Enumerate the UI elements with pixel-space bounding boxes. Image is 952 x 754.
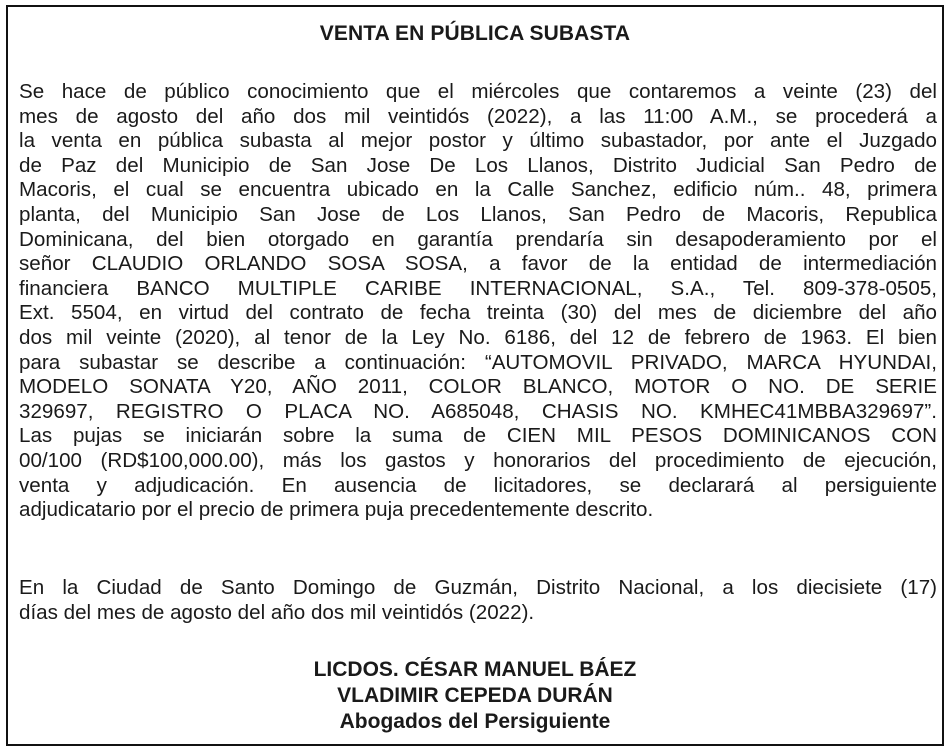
text-line: planta, del Municipio San Jose de Los Llanos, San Pedro de Macoris, Republica <box>19 202 937 226</box>
text-line: venta y adjudicación. En ausencia de licitadores, se declarará al persiguiente <box>19 473 937 497</box>
text-line: 329697, REGISTRO O PLACA NO. A685048, CHASIS NO. KMHEC41MBBA329697”. <box>19 399 937 423</box>
signature-line-lawyer-1: LICDOS. CÉSAR MANUEL BÁEZ <box>313 658 637 681</box>
text-line: Ext. 5504, en virtud del contrato de fecha treinta (30) del mes de diciembre del año <box>19 301 937 325</box>
text-line: días del mes de agosto del año dos mil veintidós (2022). <box>19 600 535 624</box>
legal-notice-box <box>6 5 944 746</box>
text-line: financiera BANCO MULTIPLE CARIBE INTERNACIONAL, S.A., Tel. 809-378-0505, <box>19 276 937 300</box>
text-line: Macoris, el cual se encuentra ubicado en la Calle Sanchez, edificio núm.. 48, primera <box>19 178 937 202</box>
text-line: Se hace de público conocimiento que el miércoles que contaremos a veinte (23) del <box>19 80 937 103</box>
text-line: 00/100 (RD$100,000.00), más los gastos y honorarios del procedimiento de ejecución, <box>19 448 937 472</box>
text-line: de Paz del Municipio de San Jose De Los Llanos, Distrito Judicial San Pedro de <box>19 153 937 177</box>
text-line: Dominicana, del bien otorgado en garantía prendaría sin desapoderamiento por el <box>19 227 937 251</box>
text-line: mes de agosto del año dos mil veintidós (2022), a las 11:00 A.M., se procederá a <box>19 104 937 128</box>
signature-line-role: Abogados del Persiguiente <box>339 710 611 733</box>
notice-title: VENTA EN PÚBLICA SUBASTA <box>319 22 631 45</box>
signature-block <box>8 657 942 735</box>
text-line: En la Ciudad de Santo Domingo de Guzmán, Distrito Nacional, a los diecisiete (17) <box>19 576 937 599</box>
signature-line-lawyer-2: VLADIMIR CEPEDA DURÁN <box>337 684 613 707</box>
notice-date-paragraph <box>19 576 937 625</box>
notice-main-paragraph <box>19 80 937 523</box>
text-line: señor CLAUDIO ORLANDO SOSA SOSA, a favor de la entidad de intermediación <box>19 252 937 276</box>
text-line: para subastar se describe a continuación: “AUTOMOVIL PRIVADO, MARCA HYUNDAI, <box>19 350 937 374</box>
text-line: adjudicatario por el precio de primera puja precedentemente descrito. <box>19 498 654 522</box>
text-line: Las pujas se iniciarán sobre la suma de CIEN MIL PESOS DOMINICANOS CON <box>19 424 937 448</box>
text-line: MODELO SONATA Y20, AÑO 2011, COLOR BLANCO, MOTOR O NO. DE SERIE <box>19 375 937 399</box>
text-line: dos mil veinte (2020), al tenor de la Ley No. 6186, del 12 de febrero de 1963. El bien <box>19 325 937 349</box>
text-line: la venta en pública subasta al mejor postor y último subastador, por ante el Juzgado <box>19 129 937 153</box>
